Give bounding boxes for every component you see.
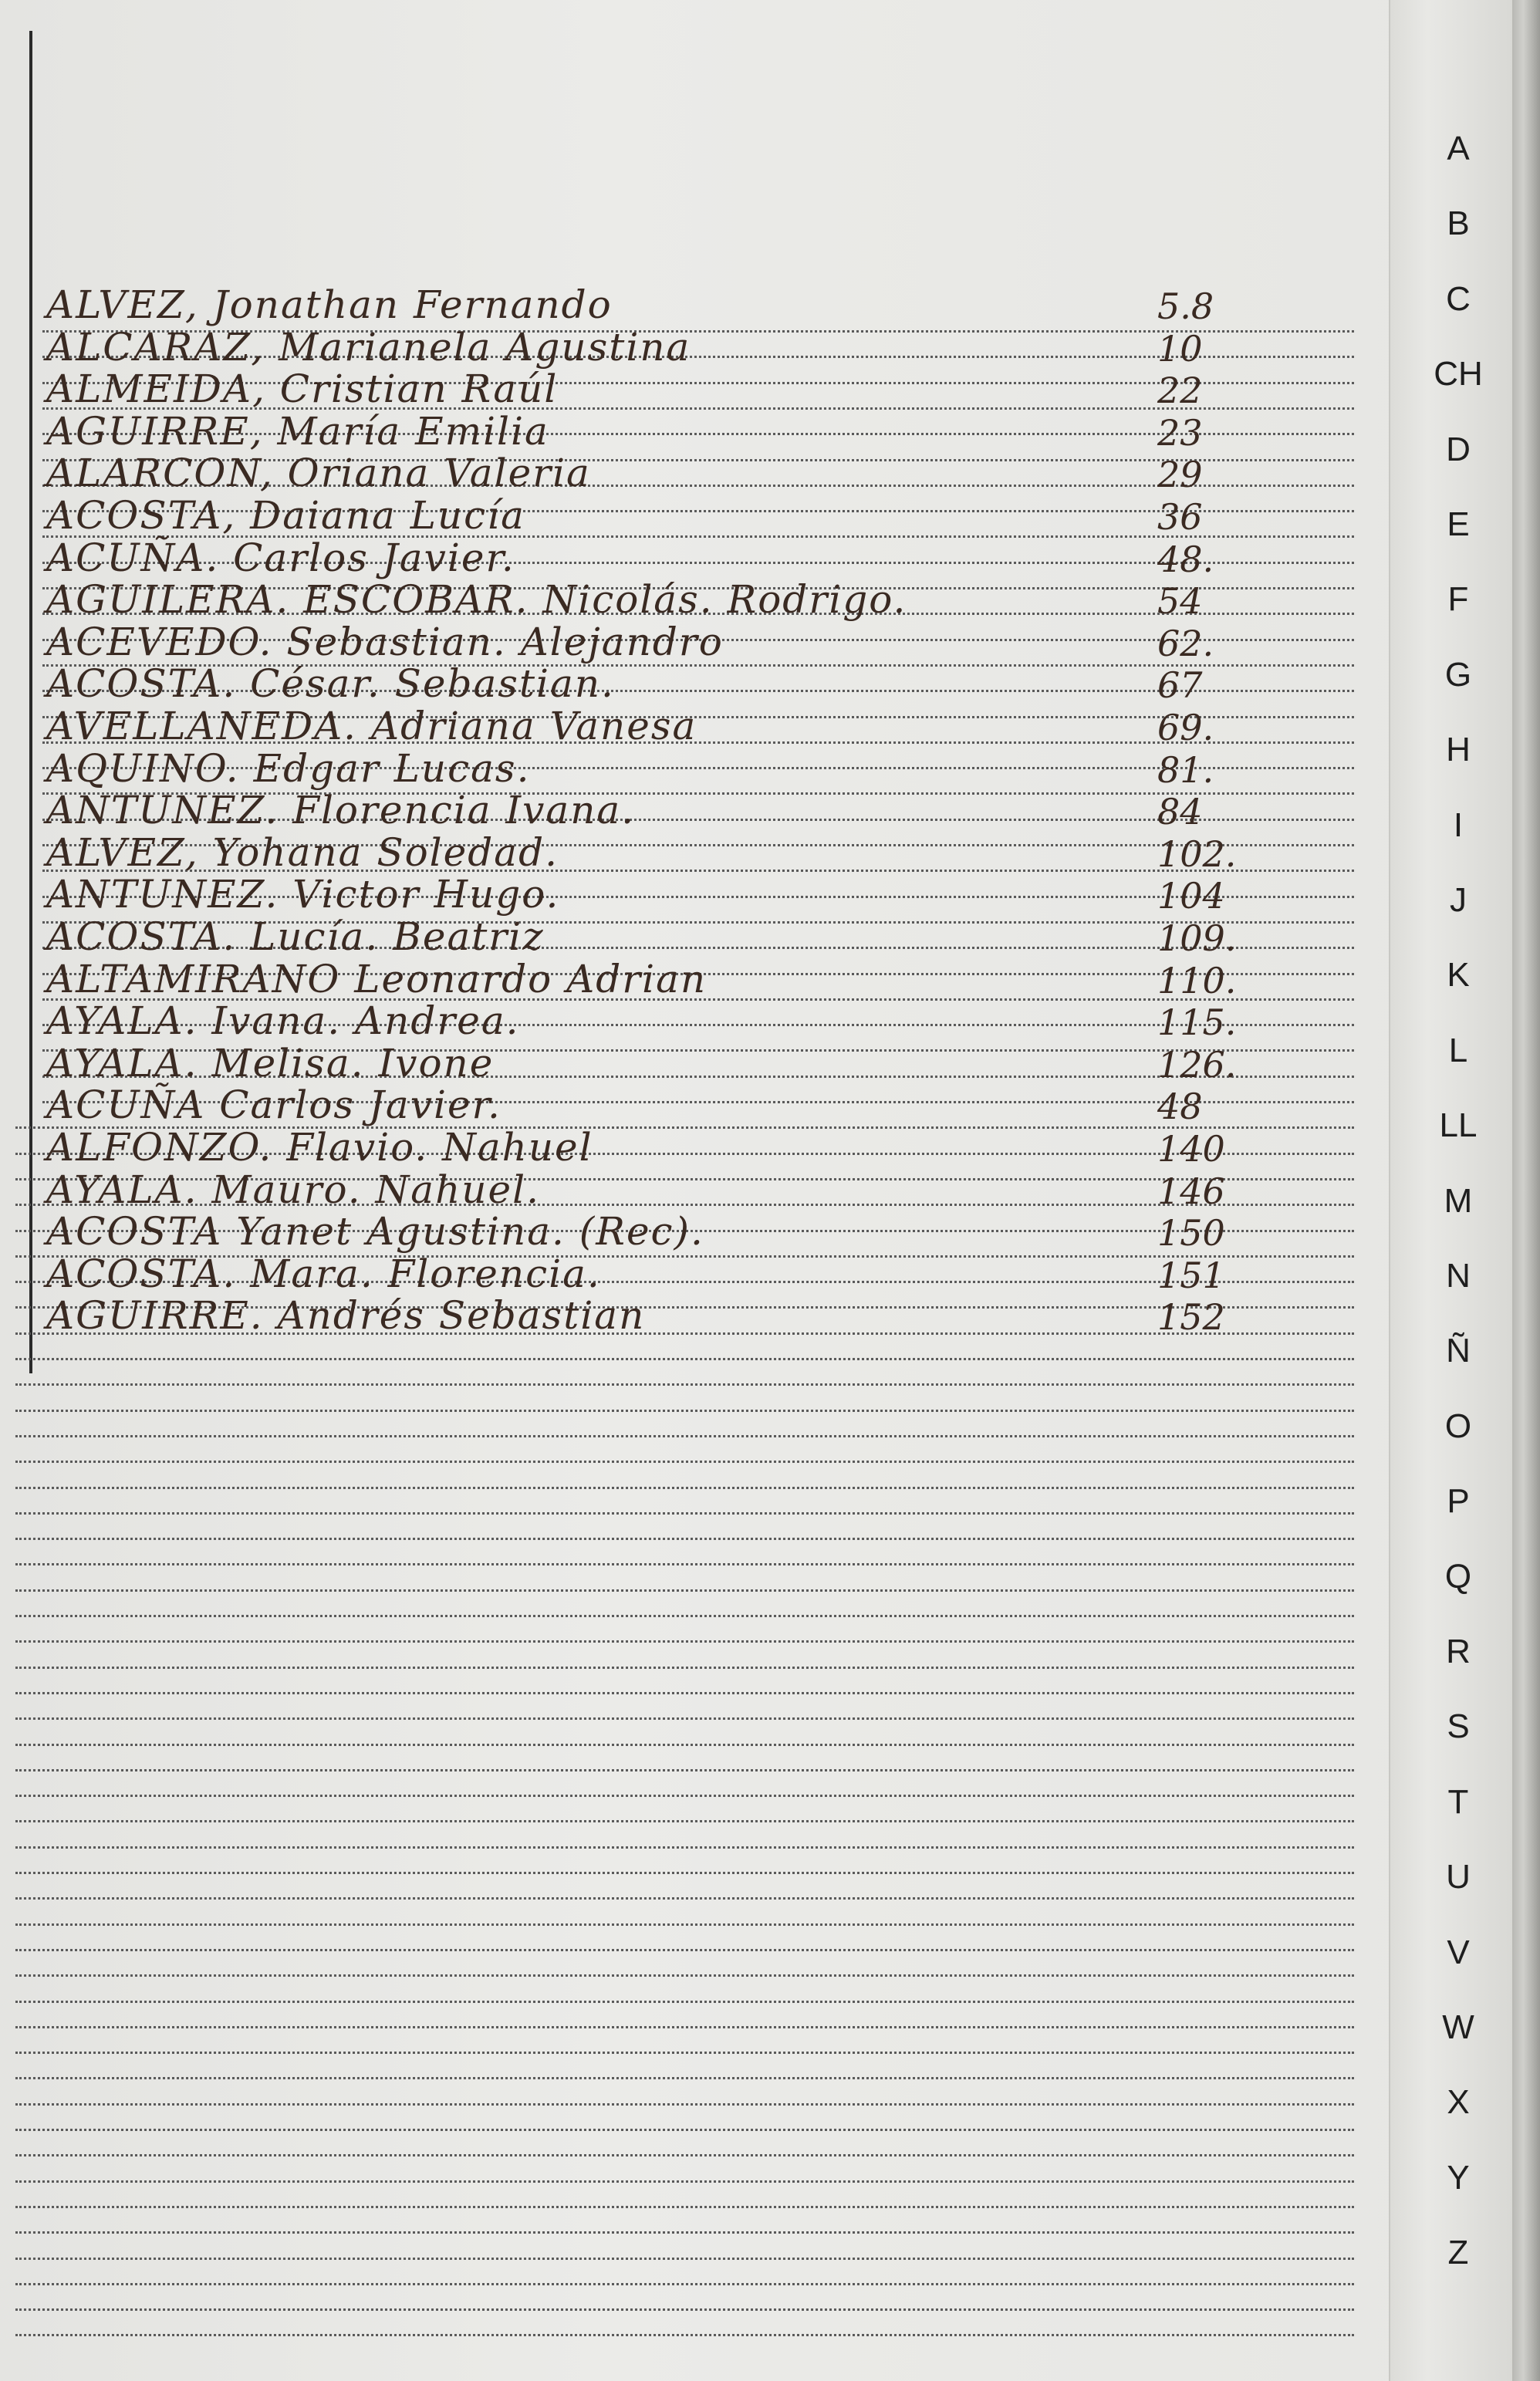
list-item: [46, 410, 1373, 457]
list-item: [46, 1253, 1373, 1299]
list-item: [46, 537, 1373, 583]
index-tab-w[interactable]: W: [1442, 2008, 1474, 2046]
entry-number: 29: [1157, 454, 1203, 496]
list-item: [46, 829, 1373, 878]
index-tab-d[interactable]: D: [1446, 430, 1471, 468]
list-item: [46, 1211, 1373, 1257]
entry-number: 151: [1157, 1254, 1225, 1296]
entry-number: 54: [1157, 580, 1203, 623]
list-item: [46, 789, 1373, 836]
entry-name: AGUILERA. ESCOBAR. Nicolás. Rodrigo.: [46, 577, 907, 623]
entry-name: ALCARAZ, Marianela Agustina: [46, 324, 691, 370]
entry-number: 84: [1157, 791, 1203, 833]
entry-name: ACUÑA Carlos Javier.: [46, 1082, 502, 1128]
entry-number: 22: [1157, 370, 1203, 412]
index-tab-b[interactable]: B: [1447, 204, 1470, 243]
entry-name: ACOSTA. Lucía. Beatriz: [46, 914, 545, 959]
entry-name: AQUINO. Edgar Lucas.: [46, 745, 531, 791]
ruled-line: [15, 2154, 1354, 2156]
list-item: [46, 916, 1373, 962]
ruled-line: [15, 1512, 1354, 1515]
list-item: [46, 621, 1373, 667]
entry-number: 5.8: [1157, 285, 1214, 327]
ruled-line: [15, 2103, 1354, 2106]
entry-name: AYALA. Mauro. Nahuel.: [46, 1167, 540, 1212]
list-item: [46, 368, 1373, 414]
list-item: [46, 1042, 1373, 1089]
entry-number: 48.: [1157, 538, 1214, 580]
entry-name: ACOSTA. César. Sebastian.: [46, 661, 615, 707]
ruled-line: [15, 2052, 1354, 2054]
list-item: [46, 579, 1373, 625]
ruled-line: [15, 2129, 1354, 2131]
list-item: [46, 1000, 1373, 1046]
ruled-line: [15, 2334, 1354, 2336]
entry-number: 102.: [1157, 833, 1237, 875]
index-tab-q[interactable]: Q: [1444, 1557, 1472, 1596]
index-tab-l[interactable]: L: [1448, 1031, 1468, 1069]
index-tab-s[interactable]: S: [1447, 1707, 1470, 1746]
index-tab-a[interactable]: A: [1447, 130, 1470, 167]
ruled-line: [15, 1667, 1354, 1669]
entry-name: ALMEIDA, Cristian Raúl: [46, 366, 559, 412]
ruled-line: [15, 1383, 1354, 1386]
entry-number: 81.: [1157, 748, 1214, 791]
ruled-line: [15, 2001, 1354, 2003]
ruled-line: [15, 1795, 1354, 1797]
list-item: [46, 1126, 1373, 1173]
ruled-line: [15, 2077, 1354, 2079]
index-tab-n[interactable]: N: [1446, 1257, 1471, 1295]
entry-number: 67: [1157, 664, 1203, 707]
index-tab-m[interactable]: M: [1444, 1181, 1473, 1220]
entry-number: 23: [1157, 411, 1203, 454]
ruled-line: [15, 1820, 1354, 1822]
index-tab-k[interactable]: K: [1447, 956, 1470, 995]
ruled-line: [15, 1949, 1354, 1951]
ruled-line: [15, 1435, 1354, 1437]
entry-name: ACUÑA. Carlos Javier.: [46, 535, 515, 580]
entry-name: ACEVEDO. Sebastian. Alejandro: [46, 619, 724, 664]
entry-number: 115.: [1157, 1001, 1237, 1044]
index-tab-e[interactable]: E: [1447, 505, 1470, 543]
index-tab-t[interactable]: T: [1447, 1782, 1469, 1821]
index-tab-ch[interactable]: CH: [1434, 355, 1483, 393]
entry-name: AYALA. Ivana. Andrea.: [46, 998, 520, 1044]
ruled-line: [15, 1589, 1354, 1592]
ruled-line: [15, 1923, 1354, 1926]
index-tab-g[interactable]: G: [1444, 655, 1472, 694]
entry-name: ANTUNEZ. Victor Hugo.: [46, 872, 560, 917]
index-tab-o[interactable]: O: [1444, 1407, 1472, 1445]
index-tab-h[interactable]: H: [1446, 731, 1471, 769]
index-tab-u[interactable]: U: [1446, 1858, 1471, 1896]
entry-name: ACOSTA. Mara. Florencia.: [46, 1251, 601, 1296]
list-item: [46, 958, 1373, 1005]
list-item: [46, 326, 1373, 373]
ruled-line: [15, 1974, 1354, 1977]
entry-name: ACOSTA Yanet Agustina. (Rec).: [46, 1209, 704, 1255]
ruled-line: [15, 2283, 1354, 2285]
tab-edge: [1512, 0, 1540, 2381]
ruled-line: [15, 1538, 1354, 1540]
index-tab-z[interactable]: Z: [1447, 2234, 1469, 2272]
index-tab-c[interactable]: C: [1446, 279, 1471, 318]
entry-number: 62.: [1157, 622, 1214, 664]
ruled-line: [15, 2258, 1354, 2260]
ruled-line: [15, 1487, 1354, 1489]
ruled-line: [15, 1897, 1354, 1900]
list-item: [46, 663, 1373, 709]
entry-number: 48: [1157, 1086, 1203, 1128]
index-tab-j[interactable]: J: [1450, 881, 1467, 919]
entry-number: 146: [1157, 1170, 1225, 1212]
entry-name: ALVEZ, Jonathan Fernando: [46, 282, 613, 327]
ruled-line: [15, 2231, 1354, 2234]
ruled-line: [15, 1461, 1354, 1463]
ruled-line: [15, 1640, 1354, 1643]
ruled-line: [15, 1410, 1354, 1412]
entry-number: 110.: [1157, 959, 1237, 1001]
index-tab-r[interactable]: R: [1446, 1633, 1471, 1670]
ruled-line: [15, 1358, 1354, 1360]
entry-number: 69.: [1157, 707, 1214, 748]
entry-name: ALFONZO. Flavio. Nahuel: [46, 1125, 593, 1170]
ruled-line: [15, 2180, 1354, 2183]
entry-number: 36: [1157, 496, 1203, 538]
list-item: [46, 705, 1373, 751]
entry-name: AYALA. Melisa. Ivone: [46, 1040, 495, 1086]
list-item: [46, 1084, 1373, 1130]
index-tab-ñ[interactable]: Ñ: [1446, 1332, 1471, 1370]
index-tab-f[interactable]: F: [1447, 580, 1469, 619]
entry-number: 126.: [1157, 1043, 1237, 1086]
ruled-line: [15, 1717, 1354, 1720]
list-item: [46, 1169, 1373, 1215]
ruled-line: [15, 1563, 1354, 1565]
list-item: [46, 495, 1373, 541]
entry-number: 104: [1157, 875, 1225, 917]
ruled-line: [15, 1615, 1354, 1617]
entry-number: 140: [1157, 1128, 1225, 1170]
entry-name: AGUIRRE. Andrés Sebastian: [46, 1293, 646, 1339]
index-tab-i[interactable]: I: [1453, 805, 1464, 844]
index-tab-ll[interactable]: LL: [1439, 1106, 1478, 1145]
entry-name: AGUIRRE, María Emilia: [46, 408, 549, 454]
ruled-line: [15, 2206, 1354, 2208]
entry-name: ALVEZ, Yohana Soledad.: [46, 829, 559, 875]
ruled-line: [15, 1744, 1354, 1746]
index-tab-x[interactable]: X: [1447, 2083, 1470, 2122]
entry-number: 109.: [1157, 917, 1237, 959]
list-item: [46, 1295, 1373, 1341]
index-tab-y[interactable]: Y: [1447, 2158, 1470, 2197]
index-tab-v[interactable]: V: [1447, 1933, 1470, 1971]
list-item: [46, 284, 1373, 330]
list-item: [46, 745, 1373, 794]
ruled-line: [15, 2308, 1354, 2311]
index-tab-p[interactable]: P: [1447, 1482, 1470, 1521]
entry-name: ALTAMIRANO Leonardo Adrian: [46, 956, 708, 1001]
entry-name: ALARCON, Oriana Valeria: [46, 451, 591, 496]
ruled-line: [15, 1692, 1354, 1694]
entry-name: ACOSTA, Daiana Lucía: [46, 493, 525, 538]
ruled-line: [15, 2026, 1354, 2028]
list-item: [46, 452, 1373, 498]
list-item: [46, 873, 1373, 920]
ruled-line: [15, 1872, 1354, 1874]
entry-number: 152: [1157, 1296, 1225, 1339]
entry-number: 150: [1157, 1212, 1225, 1255]
ruled-line: [15, 1846, 1354, 1849]
ruled-line: [15, 1769, 1354, 1771]
entry-name: AVELLANEDA. Adriana Vanesa: [46, 704, 697, 748]
entry-name: ANTUNEZ. Florencia Ivana.: [46, 788, 636, 833]
entry-number: 10: [1157, 327, 1203, 370]
